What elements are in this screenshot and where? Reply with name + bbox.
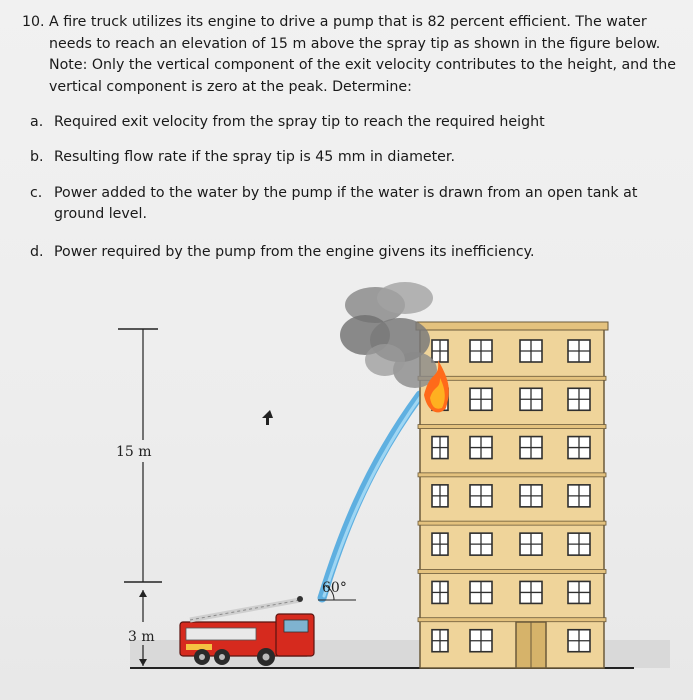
part-label: a. — [30, 114, 44, 130]
part-label: d. — [30, 244, 44, 260]
floor-ledge — [418, 473, 606, 477]
water-stream-highlight — [324, 396, 421, 596]
floor-ledge — [418, 425, 606, 429]
question-number: 10. — [22, 14, 45, 30]
dimension-15m — [116, 329, 162, 582]
angle-label: 60° — [322, 580, 347, 596]
smoke-cloud — [340, 282, 437, 388]
truck-panel — [186, 628, 256, 640]
part-text: Resulting flow rate if the spray tip is 45 mm in diameter. — [54, 149, 455, 165]
part-text: Power required by the pump from the engine givens its inefficiency. — [54, 244, 535, 260]
part-text: Required exit velocity from the spray tip to reach the required height — [54, 114, 545, 130]
truck-stripe — [186, 644, 212, 650]
part-label: b. — [30, 149, 44, 165]
question-text: A fire truck utilizes its engine to drive a pump that is 82 percent efficient. The water needs to reach an elevation of 15 m above the spray tip as shown in the figure below. Note: Only the vertical component of the exit velocity contributes to the height, and the vertical component is zero at the peak. Determine: — [49, 14, 676, 95]
truck-window — [284, 620, 308, 632]
floor-ledge — [418, 618, 606, 622]
water-stream — [322, 395, 420, 598]
height-label: 15 m — [116, 444, 152, 460]
ground-label: 3 m — [128, 629, 155, 645]
part-label: c. — [30, 185, 43, 201]
floor-ledge — [418, 521, 606, 525]
floor-ledge — [418, 569, 606, 573]
nozzle — [297, 596, 303, 602]
fire-truck — [180, 596, 314, 666]
part-text: Power added to the water by the pump if the water is drawn from an open tank at ground level. — [54, 185, 638, 222]
cursor-arrow-icon — [262, 410, 273, 425]
